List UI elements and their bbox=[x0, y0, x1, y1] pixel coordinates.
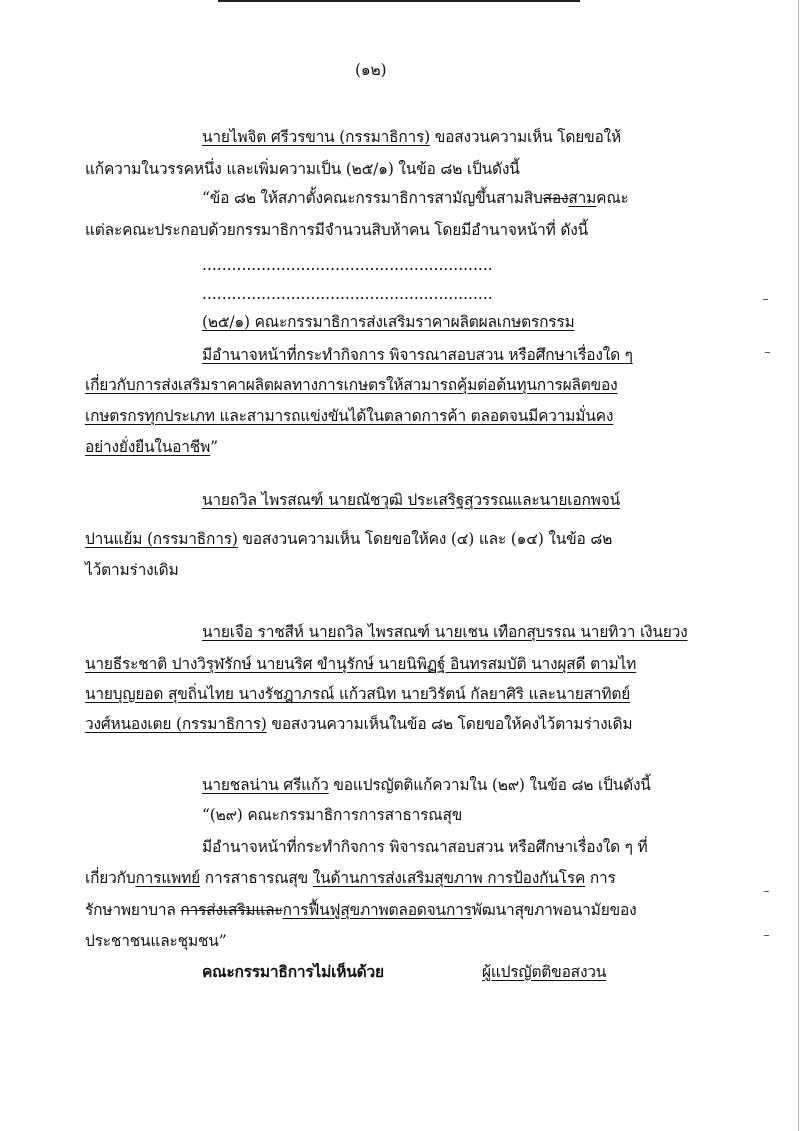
paragraph-line: มีอำนาจหน้าที่กระทำกิจการ พิจารณาสอบสวน หรือศึกษาเรื่องใด ๆ bbox=[202, 346, 633, 364]
member-name: นายชลน่าน ศรีแก้ว bbox=[202, 776, 329, 794]
paragraph-line: เกี่ยวกับการส่งเสริมราคาผลิตผลทางการเกษตรให้สามารถคุ้มต่อต้นทุนการผลิตของ bbox=[85, 376, 618, 394]
paragraph-line: นายไพจิต ศรีวรขาน (กรรมาธิการ) ขอสงวนความเห็น โดยขอให้ bbox=[202, 128, 621, 146]
margin-mark bbox=[763, 299, 768, 300]
paragraph-line: “(๒๙) คณะกรรมาธิการการสาธารณสุข bbox=[202, 806, 463, 824]
paragraph-line: วงศ์หนองเตย (กรรมาธิการ) ขอสงวนความเห็นในข้อ ๘๒ โดยขอให้คงไว้ตามร่างเดิม bbox=[85, 715, 633, 733]
dotted-line: ........................................................... bbox=[202, 256, 493, 274]
struck-text: สอง bbox=[542, 189, 569, 207]
member-name: ปานแย้ม (กรรมาธิการ) bbox=[85, 530, 238, 548]
paragraph-line: ปานแย้ม (กรรมาธิการ) ขอสงวนความเห็น โดยขอให้คง (๔) และ (๑๔) ในข้อ ๘๒ bbox=[85, 530, 613, 548]
paragraph-line: เกษตรกรทุกประเภท และสามารถแข่งขันได้ในตลาดการค้า ตลอดจนมีความมั่นคง bbox=[85, 407, 614, 425]
paragraph-line: (๒๕/๑) คณะกรรมาธิการส่งเสริมราคาผลิตผลเกษตรกรรม bbox=[202, 313, 575, 331]
dotted-line: ........................................................... bbox=[202, 285, 493, 303]
paragraph-line: ประชาชนและชุมชน” bbox=[85, 932, 227, 950]
paragraph-line: “ข้อ ๘๒ ให้สภาตั้งคณะกรรมาธิการสามัญขึ้นสามสิบสองสามคณะ bbox=[202, 189, 629, 207]
paragraph-line: แก้ความในวรรคหนึ่ง และเพิ่มความเป็น (๒๕/๑) ในข้อ ๘๒ เป็นดังนี้ bbox=[85, 160, 520, 178]
paragraph-line: ไว้ตามร่างเดิม bbox=[85, 561, 179, 579]
margin-mark bbox=[764, 891, 769, 892]
paragraph-line: นายถวิล ไพรสณฑ์ นายณัชวุฒิ ประเสริฐสุวรรณและนายเอกพจน์ bbox=[202, 491, 620, 509]
paragraph-line: เกี่ยวกับการแพทย์ การสาธารณสุข ในด้านการส่งเสริมสุขภาพ การป้องกันโรค การ bbox=[85, 869, 616, 887]
margin-mark bbox=[764, 935, 769, 936]
page-number: (๑๒) bbox=[355, 61, 387, 79]
inserted-text: สาม bbox=[568, 189, 597, 207]
member-name: นายไพจิต ศรีวรขาน (กรรมาธิการ) bbox=[202, 128, 431, 146]
paragraph-line: แต่ละคณะประกอบด้วยกรรมาธิการมีจำนวนสิบห้าคน โดยมีอำนาจหน้าที่ ดังนี้ bbox=[85, 221, 589, 239]
paragraph-line: นายเจือ ราชสีห์ นายถวิล ไพรสณฑ์ นายเชน เทือกสุบรรณ นายทิวา เงินยวง bbox=[202, 623, 688, 641]
paragraph-line: นายธีระชาติ ปางวิรุฬรักษ์ นายนริศ ขำนุรักษ์ นายนิพิฏฐ์ อินทรสมบัติ นางผุสดี ตามไท bbox=[85, 655, 637, 673]
margin-mark bbox=[765, 352, 770, 353]
paragraph-line: นายชลน่าน ศรีแก้ว ขอแปรญัตติแก้ความใน (๒๙) ในข้อ ๘๒ เป็นดังนี้ bbox=[202, 776, 651, 794]
member-name: วงศ์หนองเตย (กรรมาธิการ) bbox=[85, 715, 267, 733]
top-edge-rule bbox=[218, 0, 580, 2]
mover-reserves: ผู้แปรญัตติขอสงวน bbox=[482, 963, 607, 981]
inserted-text: การฟื้นฟูสุขภาพตลอดจนการ bbox=[282, 901, 472, 919]
committee-disagrees: คณะกรรมาธิการไม่เห็นด้วย bbox=[202, 962, 384, 981]
paragraph-line: อย่างยั่งยืนในอาชีพ” bbox=[85, 438, 218, 456]
paragraph-line: มีอำนาจหน้าที่กระทำกิจการ พิจารณาสอบสวน หรือศึกษาเรื่องใด ๆ ที่ bbox=[202, 838, 648, 856]
paragraph-line: นายบุญยอด สุขถิ่นไทย นางรัชฎาภรณ์ แก้วสนิท นายวิรัตน์ กัลยาศิริ และนายสาทิตย์ bbox=[85, 685, 631, 703]
struck-text: การส่งเสริมและ bbox=[180, 901, 283, 919]
scan-edge-line bbox=[798, 0, 799, 1131]
paragraph-line: รักษาพยาบาล การส่งเสริมและการฟื้นฟูสุขภาพตลอดจนการพัฒนาสุขภาพอนามัยของ bbox=[85, 901, 637, 919]
